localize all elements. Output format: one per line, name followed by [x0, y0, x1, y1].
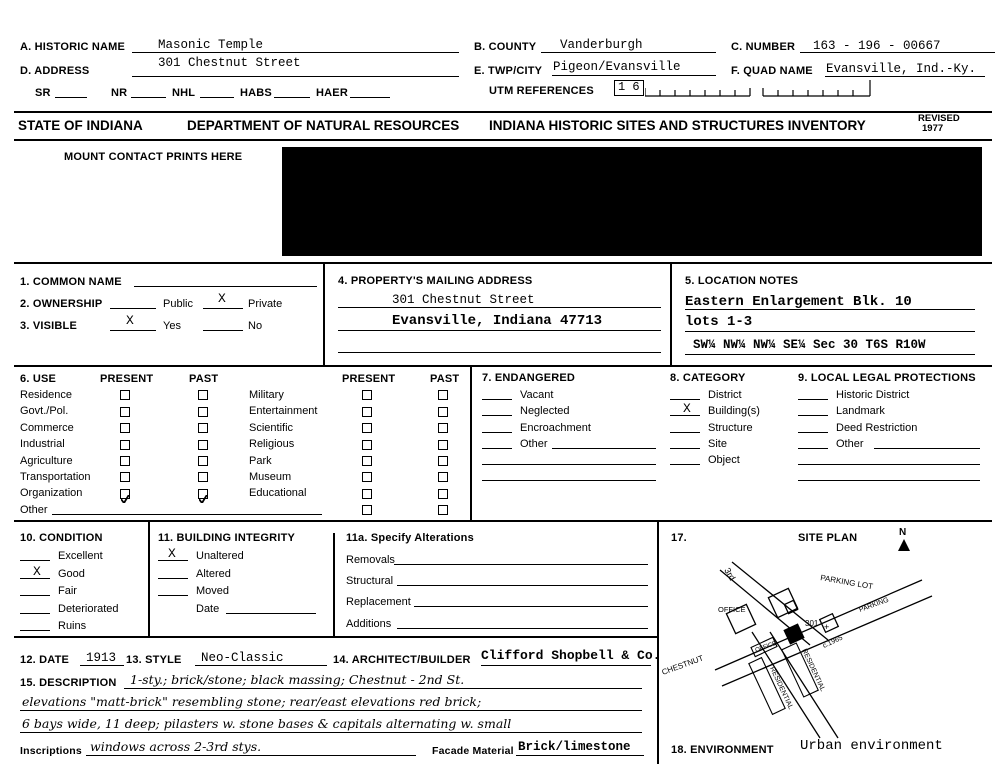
utm-zone-box[interactable]	[614, 80, 644, 96]
site-c1965-label: c.1965	[821, 634, 844, 650]
ownership-label: 2. OWNERSHIP	[20, 298, 103, 310]
nhl-label: NHL	[172, 87, 196, 99]
haer-label: HAER	[316, 87, 348, 99]
date-label: 12. DATE	[20, 654, 70, 666]
cb-religious-present[interactable]	[362, 440, 372, 450]
condition-fair: Fair	[58, 585, 77, 597]
site-plan-drawing	[660, 540, 995, 762]
use-educational: Educational	[249, 487, 307, 499]
utm-digit-boxes[interactable]	[645, 80, 885, 98]
ownership-private-mark[interactable]: X	[218, 291, 226, 306]
cb-other-present[interactable]	[362, 505, 372, 515]
condition-good-mark[interactable]: X	[33, 564, 41, 579]
photo-mount-label: MOUNT CONTACT PRINTS HERE	[64, 151, 243, 163]
cb-scientific-present[interactable]	[362, 423, 372, 433]
use-religious: Religious	[249, 438, 295, 450]
cb-scientific-past[interactable]	[438, 423, 448, 433]
address-value[interactable]: 301 Chestnut Street	[158, 56, 301, 70]
site-office2-label: OFFICE	[754, 640, 778, 654]
category-district: District	[708, 389, 742, 401]
sr-label: SR	[35, 87, 51, 99]
revised-note	[918, 114, 960, 134]
quad-label: F. QUAD NAME	[731, 65, 813, 77]
cb-agriculture-past[interactable]	[198, 456, 208, 466]
use-park: Park	[249, 455, 272, 467]
ownership-public: Public	[163, 298, 193, 310]
description-line2[interactable]: elevations "matt-brick" resembling stone; rear/east elevations red brick;	[22, 694, 482, 709]
protections-label: 9. LOCAL LEGAL PROTECTIONS	[798, 372, 976, 384]
cb-residence-past[interactable]	[198, 390, 208, 400]
site-residential1-label: RESIDENTIAL	[800, 647, 826, 693]
cb-organization-present[interactable]	[120, 489, 130, 499]
category-structure: Structure	[708, 422, 753, 434]
description-line1[interactable]: 1-sty.; brick/stone; black massing; Chestnut - 2nd St.	[130, 672, 465, 687]
nr-label: NR	[111, 87, 128, 99]
use-present-heading-left: PRESENT	[100, 373, 154, 385]
site-parking-label: PARKING	[858, 596, 890, 614]
cb-entertainment-past[interactable]	[438, 407, 448, 417]
site-301-label: 301	[805, 619, 819, 628]
cb-industrial-present[interactable]	[120, 440, 130, 450]
cb-commerce-present[interactable]	[120, 423, 130, 433]
utm-zone-value: 1 6	[618, 80, 640, 94]
cb-govt-present[interactable]	[120, 407, 130, 417]
alterations-structural: Structural	[346, 575, 394, 587]
site-plan-title: SITE PLAN	[798, 532, 858, 544]
facade-material-label: Facade Material	[432, 745, 514, 757]
use-agriculture: Agriculture	[20, 455, 73, 467]
historic-name-value[interactable]: Masonic Temple	[158, 38, 264, 52]
check-mark-icon	[199, 495, 207, 503]
environment-label: 18. ENVIRONMENT	[671, 744, 774, 756]
use-transportation: Transportation	[20, 471, 91, 483]
integrity-moved: Moved	[196, 585, 230, 597]
use-entertainment: Entertainment	[249, 405, 318, 417]
cb-military-present[interactable]	[362, 390, 372, 400]
description-label: 15. DESCRIPTION	[20, 677, 117, 689]
contact-print-photo	[282, 147, 982, 247]
visible-yes: Yes	[163, 320, 181, 332]
alterations-additions: Additions	[346, 618, 392, 630]
county-value[interactable]: Vanderburgh	[560, 38, 643, 52]
mailing-address-line2[interactable]: Evansville, Indiana 47713	[392, 313, 603, 329]
endangered-vacant: Vacant	[520, 389, 554, 401]
cb-religious-past[interactable]	[438, 440, 448, 450]
condition-good: Good	[58, 568, 85, 580]
quad-value[interactable]: Evansville, Ind.-Ky.	[826, 62, 977, 76]
cb-entertainment-present[interactable]	[362, 407, 372, 417]
visible-label: 3. VISIBLE	[20, 320, 78, 332]
ownership-private: Private	[248, 298, 283, 310]
inventory-title: INDIANA HISTORIC SITES AND STRUCTURES INVENTORY	[489, 118, 866, 133]
site-chestnut-label: CHESTNUT	[660, 653, 705, 677]
endangered-label: 7. ENDANGERED	[482, 372, 576, 384]
mailing-address-label: 4. PROPERTY'S MAILING ADDRESS	[338, 275, 533, 287]
cb-educational-past[interactable]	[438, 489, 448, 499]
use-organization: Organization	[20, 487, 83, 499]
cb-transportation-past[interactable]	[198, 472, 208, 482]
site-residential2-label: RESIDENTIAL	[768, 665, 794, 711]
cb-educational-present[interactable]	[362, 489, 372, 499]
visible-no: No	[248, 320, 263, 332]
revised-year: 1977	[922, 123, 944, 134]
location-notes-line2[interactable]: lots 1-3	[685, 314, 753, 330]
c-number-value[interactable]: 163 - 196 - 00667	[813, 39, 941, 53]
endangered-encroachment: Encroachment	[520, 422, 591, 434]
use-residence: Residence	[20, 389, 72, 401]
dept-title: DEPARTMENT OF NATURAL RESOURCES	[187, 118, 460, 133]
protections-historic-district: Historic District	[836, 389, 910, 401]
cb-govt-past[interactable]	[198, 407, 208, 417]
category-label: 8. CATEGORY	[670, 372, 746, 384]
use-industrial: Industrial	[20, 438, 65, 450]
integrity-unaltered-mark[interactable]: X	[168, 546, 176, 561]
common-name-label: 1. COMMON NAME	[20, 276, 122, 288]
condition-excellent: Excellent	[58, 550, 103, 562]
check-mark-icon	[121, 495, 129, 503]
use-commerce: Commerce	[20, 422, 74, 434]
condition-ruins: Ruins	[58, 620, 87, 632]
twp-label: E. TWP/CITY	[474, 65, 543, 77]
use-scientific: Scientific	[249, 422, 294, 434]
use-other: Other	[20, 504, 48, 516]
cb-transportation-present[interactable]	[120, 472, 130, 482]
integrity-label: 11. BUILDING INTEGRITY	[158, 532, 296, 544]
inscriptions-label: Inscriptions	[20, 745, 82, 757]
category-buildings: Building(s)	[708, 405, 760, 417]
cb-residence-present[interactable]	[120, 390, 130, 400]
utm-label: UTM REFERENCES	[489, 85, 594, 97]
integrity-date: Date	[196, 603, 220, 615]
cb-commerce-past[interactable]	[198, 423, 208, 433]
site-third-street: 3rd	[722, 566, 738, 583]
photo-edge-strip	[282, 246, 982, 256]
location-notes-line1[interactable]: Eastern Enlargement Blk. 10	[685, 294, 912, 310]
revised-label: REVISED	[918, 113, 960, 124]
category-object: Object	[708, 454, 740, 466]
cb-military-past[interactable]	[438, 390, 448, 400]
condition-deteriorated: Deteriorated	[58, 603, 119, 615]
cb-agriculture-present[interactable]	[120, 456, 130, 466]
use-museum: Museum	[249, 471, 292, 483]
alterations-removals: Removals	[346, 554, 395, 566]
location-notes-line3[interactable]: SW¼ NW¼ NW¼ SE¼ Sec 30 T6S R10W	[693, 338, 926, 352]
category-site: Site	[708, 438, 727, 450]
description-line4[interactable]: windows across 2-3rd stys.	[90, 739, 262, 754]
cb-museum-past[interactable]	[438, 472, 448, 482]
integrity-altered: Altered	[196, 568, 231, 580]
endangered-other: Other	[520, 438, 548, 450]
protections-deed-restriction: Deed Restriction	[836, 422, 918, 434]
county-label: B. COUNTY	[474, 41, 537, 53]
use-label: 6. USE	[20, 373, 57, 385]
facade-material-value[interactable]: Brick/limestone	[518, 740, 631, 754]
use-present-heading-right: PRESENT	[342, 373, 396, 385]
style-value[interactable]: Neo-Classic	[201, 651, 284, 665]
condition-label: 10. CONDITION	[20, 532, 103, 544]
north-label: N	[899, 527, 907, 538]
site-plus-label: +	[824, 622, 830, 632]
habs-label: HABS	[240, 87, 272, 99]
protections-landmark: Landmark	[836, 405, 885, 417]
style-label: 13. STYLE	[126, 654, 182, 666]
twp-value[interactable]: Pigeon/Evansville	[553, 60, 681, 74]
use-govt: Govt./Pol.	[20, 405, 69, 417]
state-title: STATE OF INDIANA	[18, 118, 143, 133]
protections-other: Other	[836, 438, 864, 450]
alterations-label: 11a. Specify Alterations	[346, 532, 474, 544]
cb-organization-past[interactable]	[198, 489, 208, 499]
integrity-unaltered: Unaltered	[196, 550, 244, 562]
historic-name-label: A. HISTORIC NAME	[20, 41, 126, 53]
site-parking-lot-label: PARKING LOT	[819, 573, 874, 592]
cb-museum-present[interactable]	[362, 472, 372, 482]
visible-yes-mark[interactable]: X	[126, 313, 134, 328]
cb-other-past[interactable]	[438, 505, 448, 515]
site-office-label: OFFICE	[718, 605, 746, 614]
use-military: Military	[249, 389, 284, 401]
description-line3[interactable]: 6 bays wide, 11 deep; pilasters w. stone bases & capitals alternating w. small	[22, 716, 512, 731]
environment-value[interactable]: Urban environment	[800, 738, 943, 754]
c-number-label: C. NUMBER	[731, 41, 796, 53]
architect-label: 14. ARCHITECT/BUILDER	[333, 654, 471, 666]
mailing-address-line1[interactable]: 301 Chestnut Street	[392, 293, 535, 307]
date-value[interactable]: 1913	[86, 651, 117, 665]
use-past-heading-left: PAST	[189, 373, 219, 385]
endangered-neglected: Neglected	[520, 405, 570, 417]
cb-park-present[interactable]	[362, 456, 372, 466]
cb-park-past[interactable]	[438, 456, 448, 466]
location-notes-label: 5. LOCATION NOTES	[685, 275, 799, 287]
use-past-heading-right: PAST	[430, 373, 460, 385]
category-building-mark[interactable]: X	[683, 401, 691, 416]
alterations-replacement: Replacement	[346, 596, 411, 608]
cb-industrial-past[interactable]	[198, 440, 208, 450]
site-plan-number: 17.	[671, 532, 687, 544]
address-label: D. ADDRESS	[20, 65, 90, 77]
architect-value[interactable]: Clifford Shopbell & Co.	[481, 648, 661, 663]
